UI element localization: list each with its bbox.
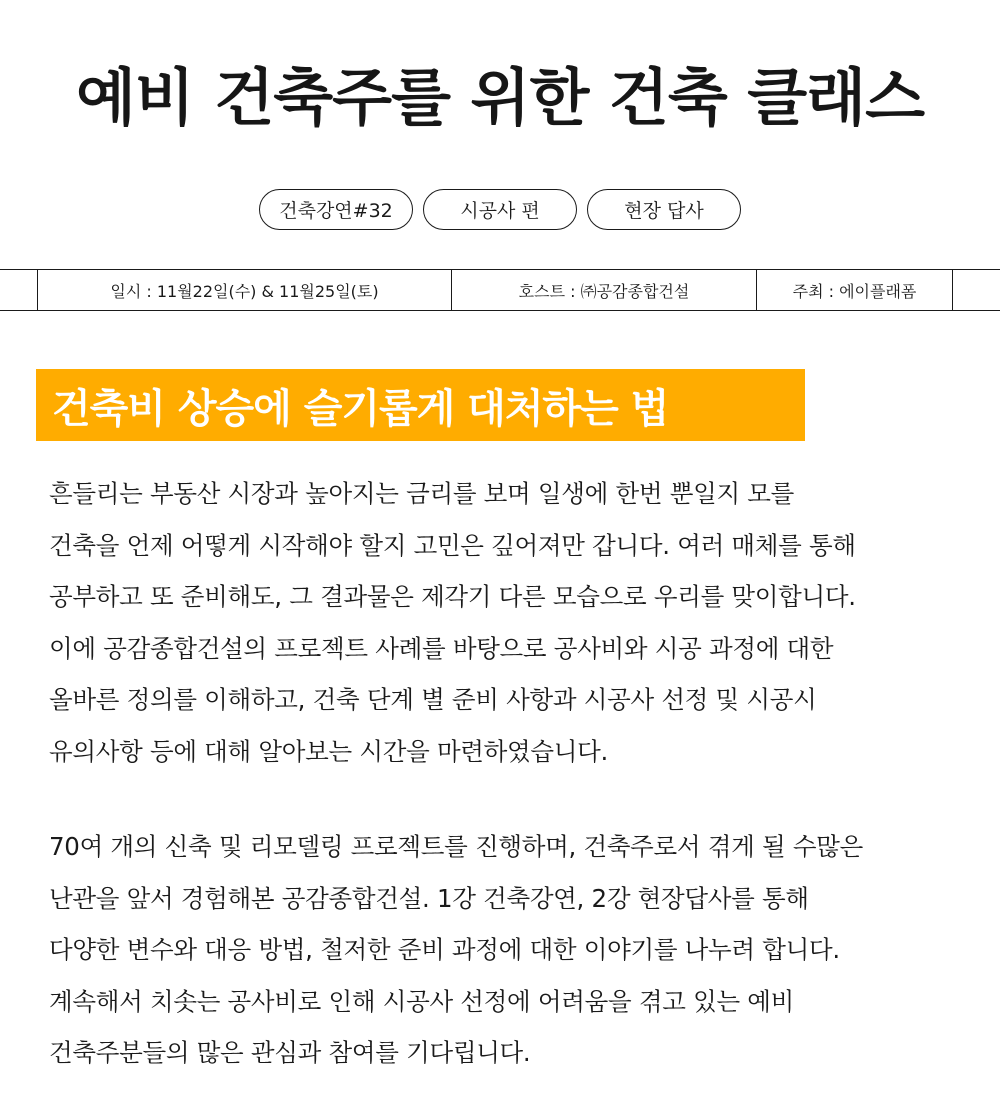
tag-list: [0, 189, 1000, 230]
event-date: 일시 : 11월22일(수) & 11월25일(토): [110, 281, 379, 301]
paragraph-line: 공부하고 또 준비해도, 그 결과물은 제각기 다른 모습으로 우리를 맞이합니다.: [49, 582, 856, 611]
paragraph-line: 유의사항 등에 대해 알아보는 시간을 마련하였습니다.: [49, 736, 608, 766]
paragraph-line: 올바른 정의를 이해하고, 건축 단계 별 준비 사항과 시공사 선정 및 시공시: [49, 685, 817, 714]
paragraph-line: 70여 개의 신축 및 리모델링 프로젝트를 진행하며, 건축주로서 겪게 될 수많은: [49, 832, 863, 861]
event-info-bar: [0, 269, 1000, 311]
page-title: 예비 건축주를 위한 건축 클래스: [76, 61, 924, 134]
paragraph-line: 건축을 언제 어떻게 시작해야 할지 고민은 깊어져만 갑니다. 여러 매체를 통해: [49, 530, 856, 560]
tag-lecture-number: 건축강연#32: [259, 189, 413, 230]
event-organizer: 주최 : 에이플래폼: [792, 281, 917, 301]
highlight-heading: 건축비 상승에 슬기롭게 대처하는 법: [52, 385, 669, 432]
paragraph-line: 이에 공감종합건설의 프로젝트 사례를 바탕으로 공사비와 시공 과정에 대한: [49, 633, 834, 663]
tag-contractor-edition: 시공사 편: [423, 189, 577, 230]
paragraph-line: 계속해서 치솟는 공사비로 인해 시공사 선정에 어려움을 겪고 있는 예비: [49, 986, 795, 1016]
info-divider: [952, 270, 953, 310]
paragraph-line: 다양한 변수와 대응 방법, 철저한 준비 과정에 대한 이야기를 나누려 합니다.: [49, 935, 840, 964]
paragraph-line: 건축주분들의 많은 관심과 참여를 기다립니다.: [49, 1038, 531, 1067]
paragraph-line: 난관을 앞서 경험해본 공감종합건설. 1강 건축강연, 2강 현장답사를 통해: [49, 883, 809, 913]
intro-paragraph: [49, 468, 969, 777]
tag-site-visit: 현장 답사: [587, 189, 741, 230]
event-host: 호스트 : ㈜공감종합건설: [518, 281, 690, 301]
highlight-heading-banner: [36, 369, 805, 441]
detail-paragraph: [49, 821, 969, 1079]
paragraph-line: 흔들리는 부동산 시장과 높아지는 금리를 보며 일생에 한번 뿐일지 모를: [49, 479, 795, 508]
